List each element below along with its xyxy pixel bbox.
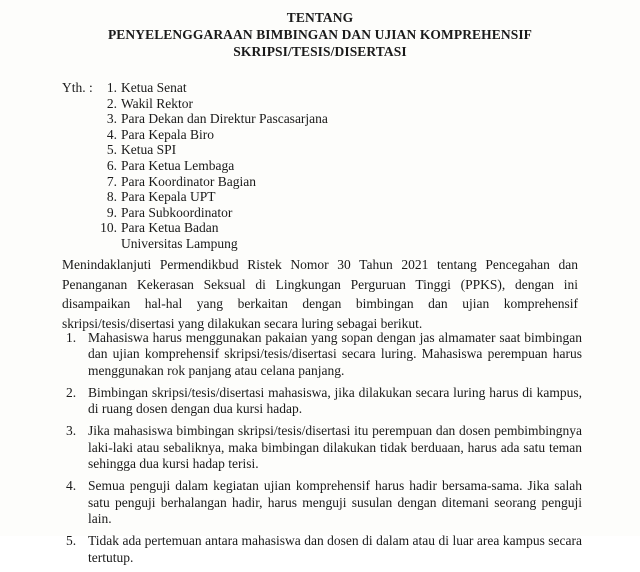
- recipient-text: Para Kepala Biro: [121, 126, 214, 142]
- recipient-list: [98, 80, 328, 252]
- recipient-text: Para Ketua Badan: [121, 220, 219, 236]
- heading-line-2: PENYELENGGARAAN BIMBINGAN DAN UJIAN KOMPREHENSIF: [107, 27, 533, 42]
- recipient-item: [98, 174, 328, 190]
- recipient-text: Para Koordinator Bagian: [121, 173, 256, 189]
- recipient-item: [98, 205, 328, 221]
- recipient-item: [98, 158, 328, 174]
- recipient-number: 3.: [106, 111, 117, 127]
- recipient-number: 5.: [106, 142, 117, 158]
- guideline-number: 3.: [66, 423, 77, 439]
- recipient-number: 9.: [106, 204, 117, 220]
- recipient-item: [98, 142, 328, 158]
- recipient-number: 6.: [106, 157, 117, 173]
- guideline-number: 4.: [66, 478, 77, 494]
- recipient-text: Ketua SPI: [121, 142, 177, 158]
- recipient-number: 4.: [106, 126, 117, 142]
- recipient-text: Wakil Rektor: [121, 95, 194, 111]
- recipient-item: [98, 127, 328, 143]
- guideline-item: [62, 385, 582, 418]
- heading-line-3: SKRIPSI/TESIS/DISERTASI: [233, 44, 407, 59]
- guideline-text: Semua penguji dalam kegiatan ujian komprehensif harus hadir bersama-sama. Jika salah satu penguji berhalangan hadir, harus menguji susulan dengan ditemani seorang penguji lain.: [88, 478, 582, 526]
- guideline-item: [62, 423, 582, 472]
- recipient-number: 10.: [100, 220, 117, 236]
- recipient-item: [98, 220, 328, 236]
- recipient-institution: [98, 236, 328, 252]
- guideline-text: Jika mahasiswa bimbingan skripsi/tesis/disertasi itu perempuan dan dosen pembimbingnya laki-laki atau sebaliknya, maka bimbingan dilakukan tidak berduaan, harus ada satu teman sehingga dua kursi hadap terisi.: [88, 423, 582, 472]
- recipient-text: Para Subkoordinator: [121, 204, 233, 220]
- addressee-label: Yth. :: [62, 80, 93, 95]
- guideline-number: 1.: [66, 330, 77, 345]
- guideline-text: Bimbingan skripsi/tesis/disertasi mahasiswa, jika dilakukan secara luring harus di kampus, di ruang dosen dengan dua kursi hadap.: [88, 384, 582, 417]
- recipient-text: Para Ketua Lembaga: [121, 157, 235, 173]
- recipient-item: [98, 96, 328, 112]
- guideline-item: [62, 478, 582, 527]
- intro-paragraph: Menindaklanjuti Permendikbud Ristek Nomor 30 Tahun 2021 tentang Pencegahan dan Penanganan Kekerasan Seksual di Lingkungan Perguruan Tinggi (PPKS), dengan ini disampaikan hal-hal yang berkaitan dengan bimbingan dan ujian komprehensif skripsi/tesis/disertasi yang dilakukan secara luring sebagai berikut.: [62, 257, 578, 331]
- guideline-item: [62, 533, 582, 566]
- recipient-number: 7.: [106, 173, 117, 189]
- guideline-number: 2.: [66, 384, 77, 400]
- institution-name: Universitas Lampung: [121, 235, 238, 251]
- recipient-text: Para Kepala UPT: [121, 189, 216, 205]
- guideline-text: Tidak ada pertemuan antara mahasiswa dan dosen di dalam atau di luar area kampus secara tertutup.: [88, 533, 582, 565]
- recipient-text: Ketua Senat: [121, 80, 187, 95]
- recipient-number: 8.: [106, 189, 117, 205]
- recipient-item: [98, 80, 328, 96]
- guideline-number: 5.: [66, 533, 77, 549]
- recipient-number: 1.: [106, 80, 117, 95]
- recipient-number: 2.: [106, 95, 117, 111]
- recipient-item: [98, 189, 328, 205]
- recipient-text: Para Dekan dan Direktur Pascasarjana: [121, 111, 328, 127]
- guideline-item: [62, 330, 582, 379]
- guideline-text: Mahasiswa harus menggunakan pakaian yang sopan dengan jas almamater saat bimbingan dan ujian komprehensif skripsi/tesis/disertasi secara luring. Mahasiswa perempuan harus menggunakan rok panjang atau celana panjang.: [88, 330, 582, 378]
- heading-line-1: TENTANG: [286, 10, 354, 25]
- recipient-item: [98, 111, 328, 127]
